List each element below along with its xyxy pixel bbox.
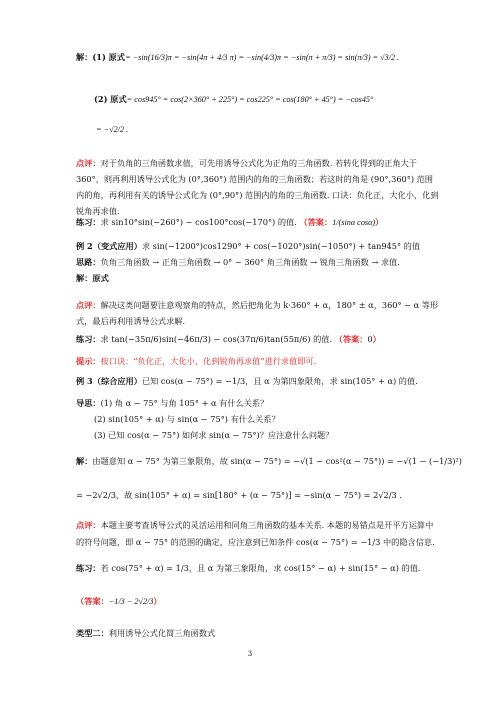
practice1-answer-value: 1/(sinα cosα): [332, 218, 376, 227]
guide-q2: (2) sin(105° + α) 与 sin(α − 75°) 有什么关系？: [94, 414, 280, 424]
practice1-answer-label: （答案：: [299, 217, 333, 227]
thinking1-text: 负角三角函数 → 正角三角函数 → 0° ~ 360° 角三角函数 → 锐角三角函数 → 求值.: [100, 257, 400, 267]
thinking1-label: 思路：: [76, 257, 101, 267]
part2-expression: = cos945° = cos(2×360° + 225°) = cos225° = cos(180° + 45°) = −cos45°: [126, 95, 374, 104]
solution3-label: 解：: [76, 456, 93, 466]
practice3-label: 练习：: [76, 563, 101, 573]
example3-label: 例 3: [76, 376, 93, 386]
guide-q1: (1) 角 α − 75° 与角 105° + α 有什么关系？: [100, 398, 269, 408]
comment2-text: 解决这类问题要注意观察角的特点，然后把角化为 k·360° + α，180° ± α，360° − α 等形式，最后再利用诱导公式求解.: [76, 300, 439, 326]
solution2-label: 解：原式: [76, 273, 109, 283]
example2-text: 求 sin(−1200°)cos1290° + cos(−1020°)sin(−1050°) + tan945° 的值: [141, 241, 421, 251]
thinking1: [76, 257, 440, 268]
part1-label: (1) 原式: [92, 52, 126, 62]
example3-text: 已知 cos(α − 75°) = −1/3，且 α 为第四象限角，求 sin(105° + α) 的值.: [141, 376, 418, 386]
practice2-answer-close: ）: [372, 334, 381, 344]
solution-label: 解：: [76, 52, 93, 62]
example2-label: 例 2: [76, 241, 93, 251]
example3: [76, 376, 440, 387]
part1-expression: = −sin(16/3)π = −sin(4π + 4/3 π) = −sin(4/3)π = −sin(π + π/3) = sin(π/3) = √3/2 .: [125, 53, 400, 62]
hint-label: 提示：: [76, 356, 101, 366]
practice2-answer-value: 0: [367, 334, 373, 344]
type2-text: 利用诱导公式化简三角函数式: [108, 628, 216, 638]
practice2-answer-label: （答案：: [334, 334, 368, 344]
page-number: 3: [247, 650, 253, 658]
practice2-text: 求 tan(−35π/6)sin(−46π/3) − cos(37π/6)tan(55π/6) 的值.: [100, 334, 333, 344]
guide-label: 导思：: [76, 398, 101, 408]
comment1-label: 点评：: [76, 158, 101, 168]
practice3-text: 若 cos(75° + α) = 1/3，且 α 为第三象限角，求 cos(15° − α) + sin(15° − α) 的值.: [100, 563, 421, 573]
solution3-text2: = −2√2/3，故 sin(105° + α) = sin[180° + (α − 75°)] = −sin(α − 75°) = 2√2/3 .: [76, 490, 402, 500]
practice1: [76, 217, 440, 228]
comment2-label: 点评：: [76, 300, 101, 310]
practice1-text: 求 sin10°sin(−260°) − cos100°cos(−170°) 的值.: [100, 217, 297, 227]
practice2-label: 练习：: [76, 334, 101, 344]
answer3-label: （答案：: [76, 596, 109, 606]
comment3-text: 本题主要考查诱导公式的灵活运用和同角三角函数的基本关系. 本题的易错点是开平方运算中的符号问题，即 α − 75° 的范围的确定，应注意到已知条件 cos(α − 75°) = −1/3 中的隐含信息.: [76, 520, 435, 547]
guide-q3-line: [94, 430, 458, 441]
practice1-label: 练习：: [76, 217, 101, 227]
comment3-label: 点评：: [76, 520, 101, 530]
solution-part1: [76, 52, 440, 63]
comment1-text: 对于负角的三角函数求值，可先用诱导公式化为正角的三角函数. 若转化得到的正角大于 360°，则再利用诱导公式化为 (0°,360°) 范围内的角的三角函数；若这时的角是 (90°,360°) 范围内的角，再利用有关的诱导公式化为 (0°,90°) 范围内的角的三角函数. 口诀：负化正，大化小，化到锐角再求值.: [76, 158, 439, 216]
comment1: [76, 155, 440, 216]
guide-q1-line: [76, 398, 440, 409]
hint: [76, 356, 440, 367]
guide-q2-line: [94, 414, 458, 425]
practice1-answer-close: ）: [375, 217, 384, 227]
part2-result: = −√2/2 .: [96, 125, 129, 134]
hint-text: 按口诀：“负化正，大化小，化到锐角再求值”进行求值即可.: [100, 356, 317, 366]
practice3: [76, 563, 440, 574]
solution2: [76, 273, 440, 284]
type2-heading: [76, 628, 440, 639]
solution-part2: [94, 94, 458, 105]
solution3-line1: [76, 456, 462, 467]
guide-q3: (3) 已知 cos(α − 75°) 如何求 sin(α − 75°)？应注意什么问题？: [94, 430, 334, 440]
solution3-line2: [76, 490, 440, 501]
example2-tag: （变式应用）: [92, 241, 142, 251]
type2-label: 类型二：: [76, 628, 109, 638]
part2-label: (2) 原式: [94, 94, 127, 104]
solution-part2-result: [96, 124, 460, 135]
practice2: [76, 334, 440, 345]
comment2: [76, 297, 440, 329]
solution3-text1: 由题意知 α − 75° 为第三象限角，故 sin(α − 75°) = −√(1 − cos²(α − 75°)) = −√(1 − (−1/3)²): [92, 456, 462, 466]
example3-tag: （综合应用）: [92, 376, 142, 386]
example2: [76, 241, 440, 252]
answer3-close: ）: [153, 596, 162, 606]
comment3: [76, 517, 440, 551]
answer3: [76, 596, 440, 607]
answer3-value: −1/3 − 2√2/3: [108, 597, 154, 606]
